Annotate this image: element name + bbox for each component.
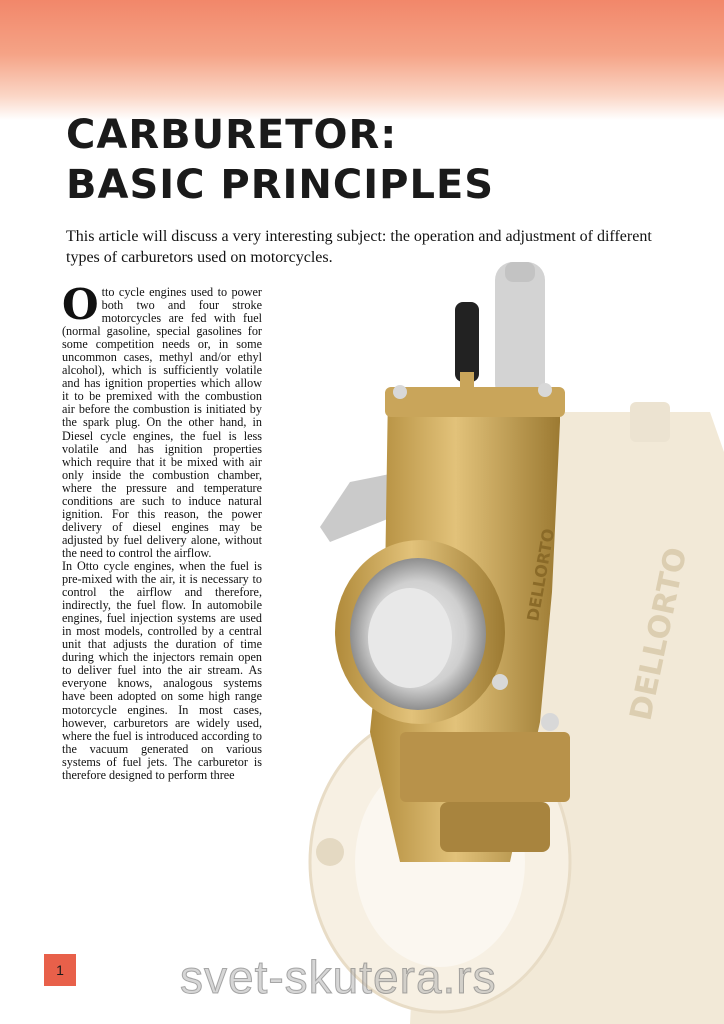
carburetor-photo [290,262,724,1024]
page-number-badge: 1 [44,954,76,986]
header-band [0,0,724,120]
svg-text:DELLORTO: DELLORTO [523,527,559,623]
article-paragraph-1 [62,280,262,560]
watermark-text: svet-skutera.rs [180,951,497,1003]
intro-text: This article will discuss a very interesting subject: the operation and adjustment of different types of carburetors used on motorcycles. [66,228,652,266]
title-line-1: CARBURETOR: [66,112,398,158]
title-line-2: BASIC PRINCIPLES [66,162,495,208]
background-brand-text: DELLORTO [623,544,695,724]
article-body [62,280,262,782]
drop-cap: O [62,280,99,329]
page-title [66,110,494,210]
paragraph-1-text: tto cycle engines used to power both two and four stroke motorcycles are fed with fuel (normal gasoline, special gasolines for some competition needs or, in some uncommon cases, methyl and/or ethyl alcohol), which is sufficiently volatile and has ignition properties which allow it to be premixed with the combustion air before the combustion is initiated by the spark plug. On the other hand, in Diesel cycle engines, the fuel is less volatile and has ignition properties which require that it be mixed with air only inside the combustion chamber, where the pressure and temperature conditions are such to induce natural ignition. For this reason, the power delivery of diesel engines may be adjusted by fuel delivery alone, without the need to control the airflow. [62,285,262,560]
article-paragraph-2: In Otto cycle engines, when the fuel is pre-mixed with the air, it is necessary to control the airflow and therefore, indirectly, the fuel flow. In automobile engines, fuel injection systems are used in most models, controlled by a central unit that adjusts the duration of time during which the injectors remain open to deliver fuel into the air stream. As everyone knows, analogous systems have been adopted on some high range motorcycle engines. In most cases, however, carburetors are widely used, where the fuel is introduced according to the vacuum generated on various systems of fuel jets. The carburetor is therefore designed to perform three [62,558,262,782]
